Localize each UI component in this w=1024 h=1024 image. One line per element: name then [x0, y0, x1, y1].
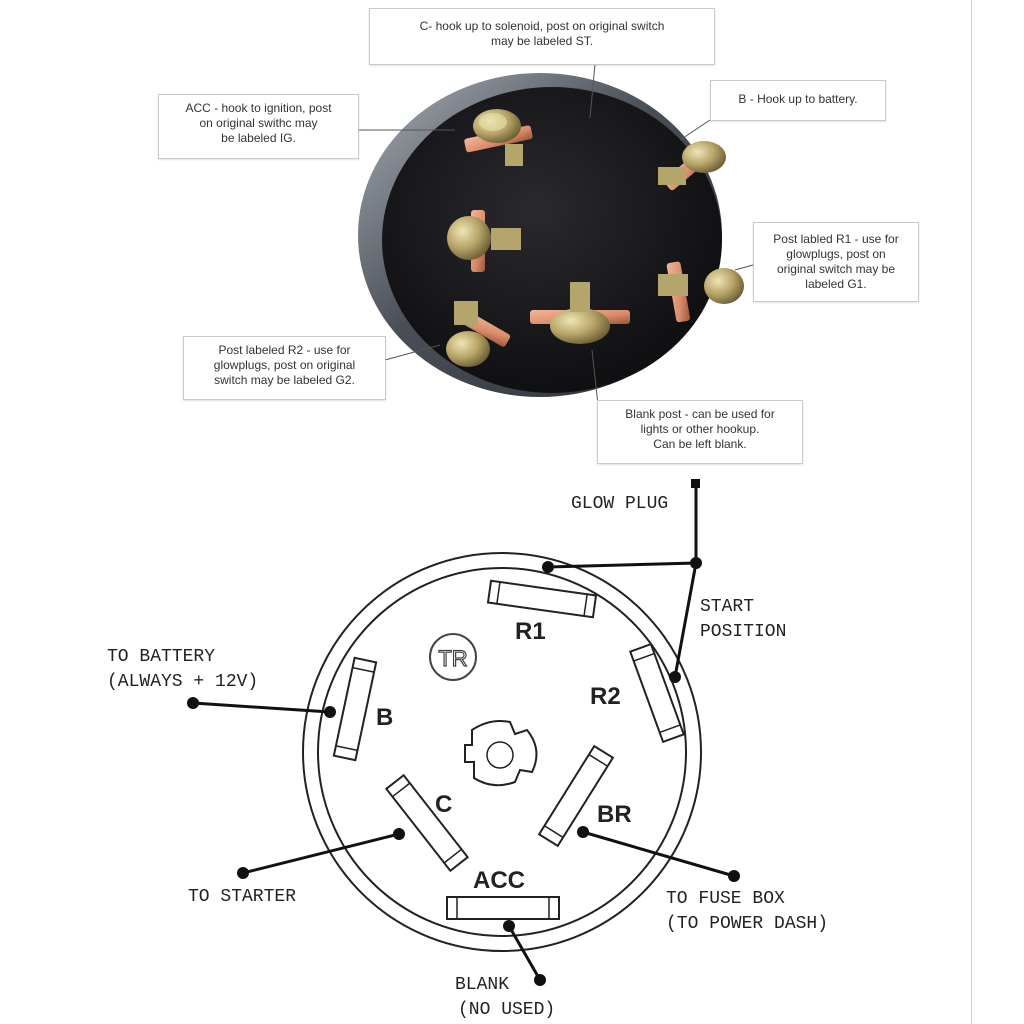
callout-r1-line-3: original switch may be — [776, 262, 896, 276]
wire-to-fuse-box — [583, 832, 734, 876]
callout-blank-line-1: Blank post - can be used for — [625, 407, 775, 421]
label-c: C — [435, 791, 453, 818]
callout-r1-line-4: labeled G1. — [805, 277, 867, 291]
slot-br — [539, 746, 613, 846]
wire-to-starter — [243, 834, 399, 873]
label-start: START — [700, 597, 755, 617]
callout-c-line-1: C- hook up to solenoid, post on original switch — [419, 19, 665, 33]
label-r1: R1 — [515, 618, 546, 645]
label-to-battery: TO BATTERY — [107, 647, 216, 667]
callout-acc-line-3: be labeled IG. — [221, 131, 296, 145]
callout-r1-line-2: glowplugs, post on — [786, 247, 886, 261]
label-to-starter: TO STARTER — [188, 887, 297, 907]
blank-dot — [534, 974, 546, 986]
battery-dot — [187, 697, 199, 709]
starter-dot — [237, 867, 249, 879]
label-acc: ACC — [473, 867, 525, 894]
callout-r2-line-2: glowplugs, post on original — [213, 358, 356, 372]
callout-acc-line-1: ACC - hook to ignition, post — [185, 101, 332, 115]
label-to-fuse-box: TO FUSE BOX — [666, 889, 785, 909]
callout-blank-line-3: Can be left blank. — [653, 437, 747, 451]
label-br: BR — [597, 801, 632, 828]
label-no-used: (NO USED) — [458, 1000, 556, 1020]
label-always-12v: (ALWAYS + 12V) — [107, 672, 259, 692]
label-to-power-dash: (TO POWER DASH) — [666, 914, 829, 934]
callout-r1-line-1: Post labled R1 - use for — [773, 232, 899, 246]
callout-acc-line-2: on original swithc may — [199, 116, 318, 130]
glow-plug-terminal — [691, 479, 700, 488]
label-r2: R2 — [590, 683, 621, 710]
label-glow-plug: GLOW PLUG — [571, 494, 669, 514]
page-edge-divider — [971, 0, 972, 1024]
slot-b — [334, 658, 376, 760]
callout-blank-line-2: lights or other hookup. — [640, 422, 760, 436]
slot-c — [386, 775, 467, 870]
callout-r2-line-3: switch may be labeled G2. — [214, 373, 355, 387]
callout-r2-line-1: Post labeled R2 - use for — [218, 343, 351, 357]
label-blank: BLANK — [455, 975, 510, 995]
callout-b-line-1: B - Hook up to battery. — [738, 92, 858, 106]
label-position: POSITION — [700, 622, 787, 642]
fuse-box-dot — [728, 870, 740, 882]
slot-acc — [447, 897, 559, 919]
callout-c-line-2: may be labeled ST. — [490, 34, 594, 48]
center-hub — [465, 721, 536, 785]
label-b: B — [376, 704, 394, 731]
tr-logo-text: TR — [438, 646, 468, 671]
